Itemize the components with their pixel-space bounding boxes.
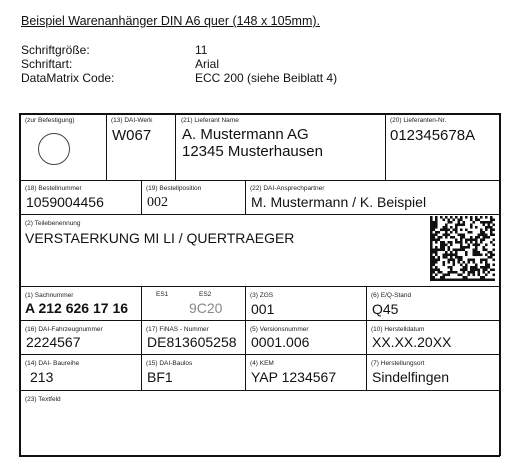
row-divider — [19, 180, 500, 181]
font-size-value: 11 — [195, 43, 208, 57]
column-divider — [245, 286, 246, 391]
herstelldatum-value: XX.XX.20XX — [372, 334, 452, 350]
column-divider — [385, 113, 386, 181]
es1-label: ES1 — [156, 291, 169, 298]
card-border-right — [499, 113, 501, 456]
sachnummer-label: (1) Sachnummer — [25, 292, 74, 299]
finas-value: DE813605258 — [147, 334, 237, 350]
datamatrix-value: ECC 200 (siehe Beiblatt 4) — [195, 71, 338, 85]
ansprechpartner-label: (22) DAI-Ansprechpartner — [250, 185, 325, 192]
baureihe-value: 213 — [30, 369, 54, 385]
textfeld-label: (23) Textfeld — [25, 396, 61, 403]
row-divider — [19, 354, 500, 355]
card-border-bottom — [19, 455, 500, 457]
fahrzeugnummer-label: (16) DAI-Fahrzeugnummer — [25, 326, 103, 333]
baulos-label: (15) DAI-Baulos — [146, 360, 193, 367]
herstellungsort-value: Sindelfingen — [372, 369, 450, 385]
herstellungsort-label: (7) Herstellungsort — [371, 360, 425, 367]
es2-value: 9C20 — [189, 300, 223, 316]
row-divider — [19, 320, 500, 321]
column-divider — [366, 286, 367, 391]
zgs-label: (3) ZGS — [250, 292, 274, 299]
row-divider — [19, 286, 500, 287]
zgs-value: 001 — [251, 301, 275, 317]
column-divider — [141, 286, 142, 391]
datamatrix-code — [430, 216, 495, 281]
bestellposition-value: 002 — [147, 195, 168, 210]
dai-werk-label: (13) DAI-Werk — [111, 117, 153, 124]
versionsnummer-label: (5) Versionsnummer — [250, 326, 309, 333]
column-divider — [245, 180, 246, 215]
fahrzeugnummer-value: 2224567 — [26, 334, 81, 350]
column-divider — [141, 180, 142, 215]
eq-stand-label: (6) E/Q-Stand — [371, 292, 412, 299]
lieferanten-nr-label: (20) Lieferanten-Nr. — [390, 117, 447, 124]
dai-werk-value: W067 — [112, 127, 152, 144]
mounting-hole-circle — [38, 133, 70, 165]
baureihe-label: (14) DAI- Baureihe — [25, 360, 80, 367]
kem-label: (4) KEM — [250, 360, 274, 367]
column-divider — [175, 113, 176, 181]
finas-label: (17) FiNAS - Nummer — [146, 326, 209, 333]
eq-stand-value: Q45 — [372, 301, 399, 317]
font-value: Arial — [195, 57, 220, 71]
kem-value: YAP 1234567 — [251, 369, 337, 385]
teilebenennung-label: (2) Teilebenennung — [25, 220, 81, 227]
teilebenennung-value: VERSTAERKUNG MI LI / QUERTRAEGER — [25, 230, 295, 246]
row-divider — [19, 214, 500, 215]
lieferant-name-label: (21) Lieferant Name — [181, 117, 239, 124]
herstelldatum-label: (10) Herstelldatum — [371, 326, 425, 333]
versionsnummer-value: 0001.006 — [251, 334, 310, 350]
befestigung-label: (zur Befestigung) — [25, 117, 75, 124]
row-divider — [19, 390, 500, 391]
baulos-value: BF1 — [147, 369, 173, 385]
column-divider — [106, 113, 107, 181]
lieferant-name-line1: A. Mustermann AG — [182, 126, 309, 143]
font-size-label: Schriftgröße: — [21, 43, 90, 57]
datamatrix-label: DataMatrix Code: — [21, 71, 115, 85]
document-heading: Beispiel Warenanhänger DIN A6 quer (148 x 105mm). — [21, 14, 320, 28]
card-border-left — [19, 113, 21, 456]
card-border-top — [19, 113, 500, 115]
bestellposition-label: (19) Bestellposition — [146, 185, 202, 192]
es2-label: ES2 — [199, 291, 212, 298]
font-label: Schriftart: — [21, 57, 73, 71]
lieferanten-nr-value: 012345678A — [390, 127, 476, 144]
lieferant-name-line2: 12345 Musterhausen — [182, 143, 323, 160]
bestellnummer-label: (18) Bestellnummer — [25, 185, 82, 192]
sachnummer-value: A 212 626 17 16 — [25, 300, 129, 316]
bestellnummer-value: 1059004456 — [26, 194, 104, 210]
ansprechpartner-value: M. Mustermann / K. Beispiel — [251, 194, 427, 210]
